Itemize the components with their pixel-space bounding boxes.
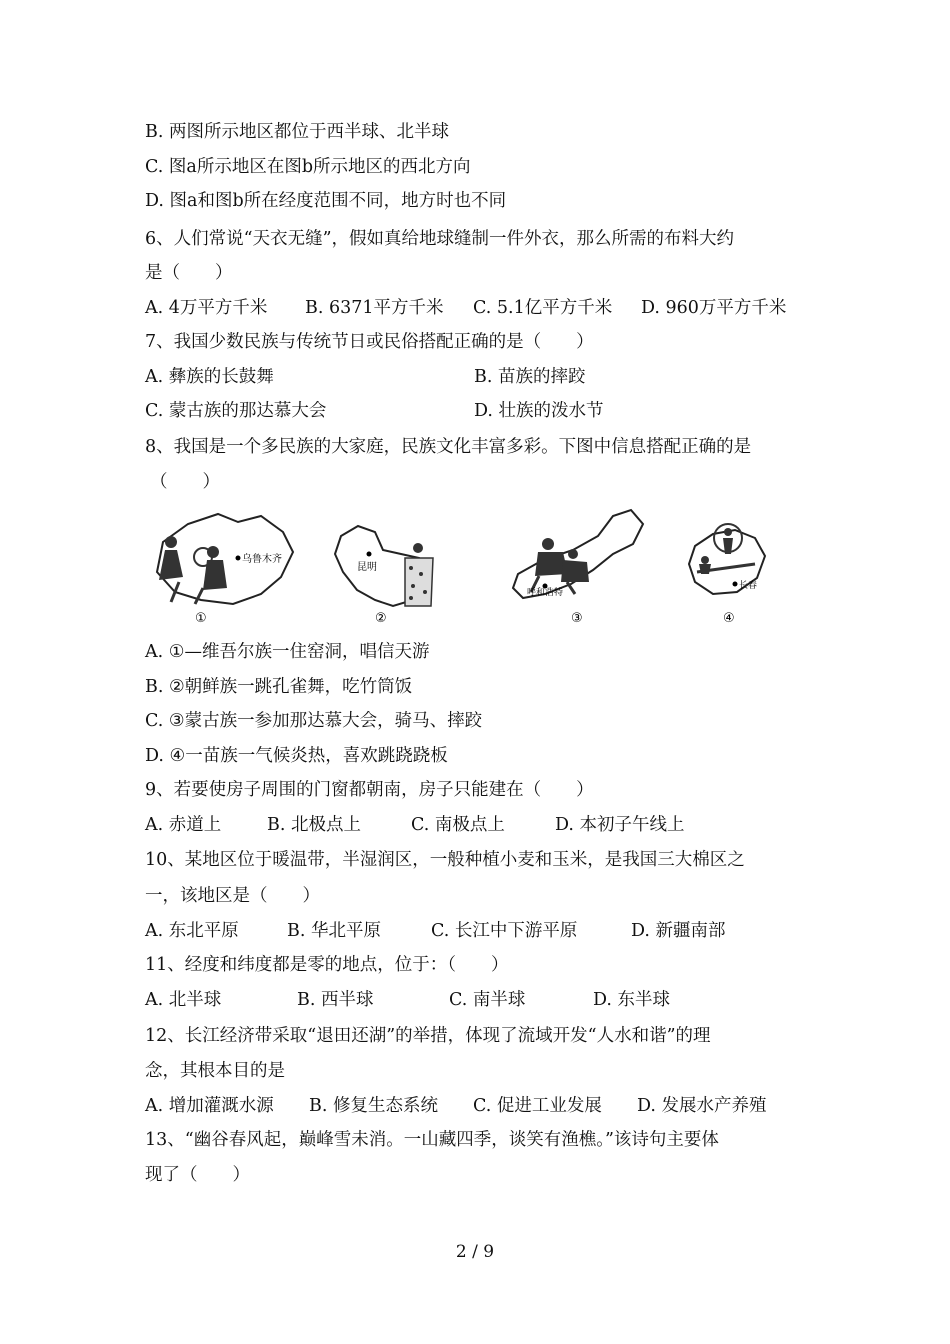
map-1-number: ① — [195, 611, 207, 626]
q8-option-b: B. ②朝鲜族一跳孔雀舞，吃竹筒饭 — [145, 677, 413, 697]
q7-option-b: B. 苗族的摔跤 — [474, 367, 586, 387]
q12-options — [145, 1094, 767, 1118]
q10-option-a: A. 东北平原 — [145, 921, 239, 941]
map-2-number: ② — [375, 611, 387, 626]
q8-stem: 8、我国是一个多民族的大家庭，民族文化丰富多彩。下图中信息搭配正确的是 — [145, 437, 752, 457]
map-3-inner-mongolia — [513, 510, 643, 626]
q6-stem-cont: 是（ ） — [145, 263, 233, 283]
q11-option-c: C. 南半球 — [449, 990, 526, 1010]
q9-option-b: B. 北极点上 — [267, 815, 361, 835]
q5-option-c: C. 图a所示地区在图b所示地区的西北方向 — [145, 157, 471, 177]
q12-option-c: C. 促进工业发展 — [473, 1096, 602, 1116]
q13-stem-cont: 现了（ ） — [145, 1165, 250, 1185]
dancer-figures-1 — [159, 536, 227, 604]
q5-option-b: B. 两图所示地区都位于西半球、北半球 — [145, 122, 449, 142]
q8-stem-cont: （ ） — [150, 472, 220, 492]
q12-option-a: A. 增加灌溉水源 — [145, 1096, 274, 1116]
map-3-city: 呼和浩特 — [527, 588, 564, 598]
q6-option-b: B. 6371平方千米 — [305, 298, 444, 318]
q12-option-d: D. 发展水产养殖 — [637, 1096, 767, 1116]
q11-option-a: A. 北半球 — [145, 990, 222, 1010]
q11-option-d: D. 东半球 — [593, 990, 671, 1010]
q6-option-d: D. 960万平方千米 — [641, 298, 787, 318]
q6-options — [145, 296, 786, 320]
q9-option-d: D. 本初子午线上 — [555, 815, 685, 835]
q9-options — [145, 813, 685, 837]
q7-option-a: A. 彝族的长鼓舞 — [145, 367, 274, 387]
map-1-city: 乌鲁木齐 — [242, 554, 282, 565]
map-2-city: 昆明 — [357, 562, 377, 573]
seesaw-jumper — [697, 524, 755, 574]
map-4-jilin — [689, 524, 765, 626]
q6-stem: 6、人们常说“天衣无缝”，假如真给地球缝制一件外衣，那么所需的布料大约 — [145, 229, 735, 249]
map-4-number: ④ — [723, 611, 735, 626]
map-4-city: 长春 — [739, 581, 758, 591]
q12-stem-cont: 念，其根本目的是 — [145, 1061, 285, 1081]
q7-stem: 7、我国少数民族与传统节日或民俗搭配正确的是（ ） — [145, 332, 594, 352]
q8-option-c: C. ③蒙古族一参加那达慕大会，骑马、摔跤 — [145, 711, 483, 731]
page-number: 2 / 9 — [455, 1242, 495, 1262]
q9-stem: 9、若要使房子周围的门窗都朝南，房子只能建在（ ） — [145, 780, 594, 800]
map-3-number: ③ — [571, 611, 583, 626]
q9-option-a: A. 赤道上 — [145, 815, 222, 835]
q11-option-b: B. 西半球 — [297, 990, 374, 1010]
q9-option-c: C. 南极点上 — [411, 815, 505, 835]
q5-option-d: D. 图a和图b所在经度范围不同，地方时也不同 — [145, 191, 507, 211]
q7-option-c: C. 蒙古族的那达慕大会 — [145, 401, 327, 421]
q10-option-b: B. 华北平原 — [287, 921, 381, 941]
q7-option-d: D. 壮族的泼水节 — [474, 401, 604, 421]
ethnic-maps-svg — [143, 502, 768, 630]
q10-option-d: D. 新疆南部 — [631, 921, 726, 941]
q6-option-c: C. 5.1亿平方千米 — [473, 298, 613, 318]
q6-option-a: A. 4万平方千米 — [145, 298, 268, 318]
map-1-xinjiang — [157, 514, 293, 626]
map-2-yunnan — [335, 526, 433, 626]
q13-stem: 13、“幽谷春风起，巅峰雪未消。一山藏四季，谈笑有渔樵。”该诗句主要体 — [145, 1130, 719, 1150]
q12-option-b: B. 修复生态系统 — [309, 1096, 438, 1116]
q11-options — [145, 988, 670, 1012]
q10-stem-cont: 一，该地区是（ ） — [145, 886, 320, 906]
q8-option-d: D. ④一苗族一气候炎热，喜欢跳跷跷板 — [145, 746, 448, 766]
q8-option-a: A. ①—维吾尔族一住窑洞，唱信天游 — [145, 642, 430, 662]
q12-stem: 12、长江经济带采取“退田还湖”的举措，体现了流域开发“人水和谐”的理 — [145, 1026, 711, 1046]
peacock-dancer — [405, 543, 433, 606]
q11-stem: 11、经度和纬度都是零的地点，位于：（ ） — [145, 955, 509, 975]
q10-options — [145, 919, 726, 943]
ethnic-maps-figure — [143, 502, 768, 630]
q10-stem: 10、某地区位于暖温带，半湿润区，一般种植小麦和玉米，是我国三大棉区之 — [145, 850, 745, 870]
q10-option-c: C. 长江中下游平原 — [431, 921, 578, 941]
